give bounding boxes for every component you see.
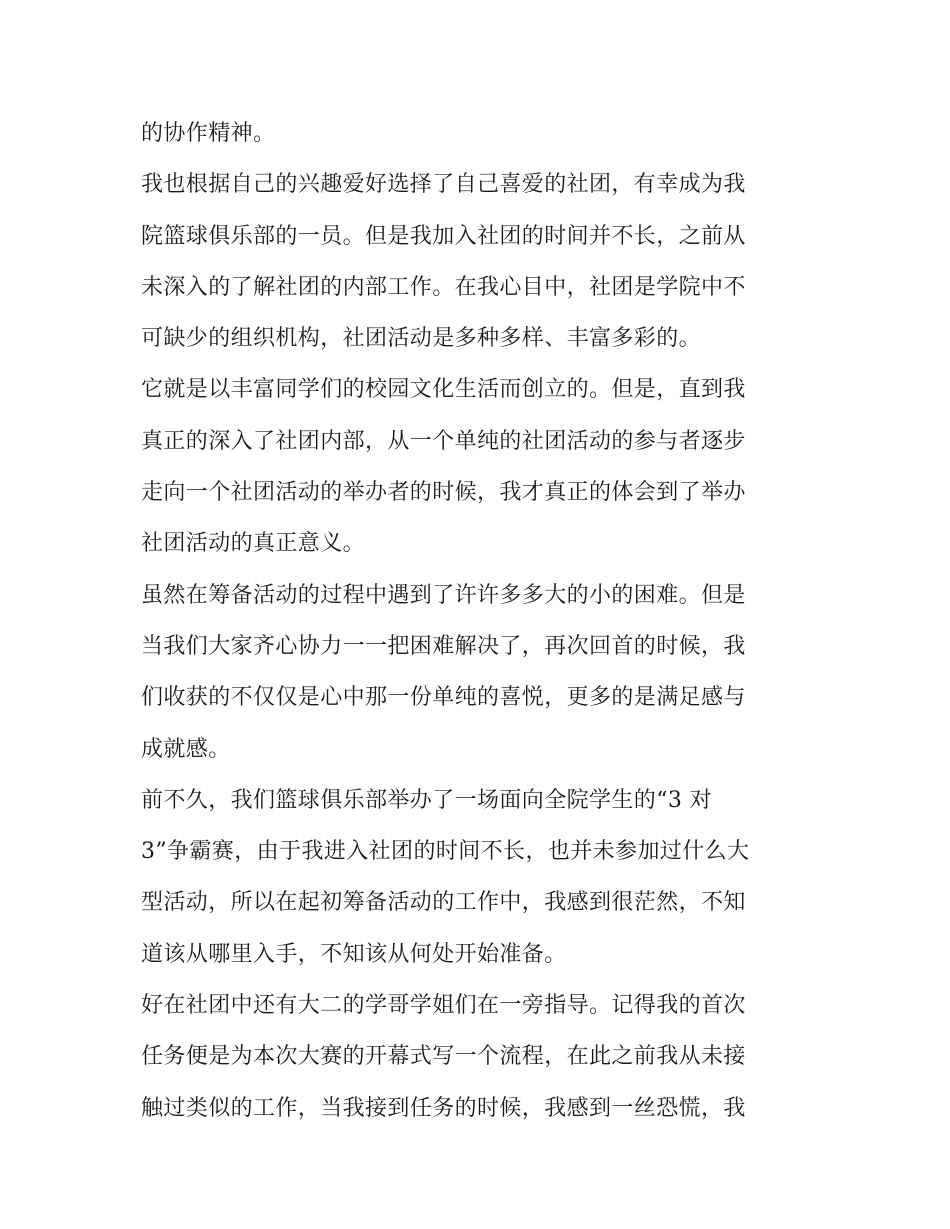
text-line: 走向一个社团活动的举办者的时候，我才真正的体会到了举办: [141, 480, 746, 506]
text-line: 真正的深入了社团内部，从一个单纯的社团活动的参与者逐步: [141, 428, 746, 454]
text-line: 触过类似的工作，当我接到任务的时候，我感到一丝恐慌，我: [141, 1095, 746, 1121]
text-line: 的协作精神。: [141, 121, 276, 146]
text-line: 可缺少的组织机构，社团活动是多种多样、丰富多彩的。: [141, 326, 702, 352]
document-body: [141, 108, 813, 1134]
text-line: 任务便是为本次大赛的开幕式写一个流程，在此之前我从未接: [141, 1044, 746, 1070]
text-line: 院篮球俱乐部的一员。但是我加入社团的时间并不长，之前从: [141, 223, 746, 249]
text-line: 道该从哪里入手，不知该从何处开始准备。: [141, 941, 567, 967]
text-line: 前不久，我们篮球俱乐部举办了一场面向全院学生的“3 对: [141, 787, 713, 813]
text-line: 虽然在筹备活动的过程中遇到了许许多多大的小的困难。但是: [141, 582, 746, 608]
text-line: 未深入的了解社团的内部工作。在我心目中，社团是学院中不: [141, 274, 746, 300]
text-line: 3”争霸赛，由于我进入社团的时间不长，也并未参加过什么大: [141, 839, 750, 865]
text-line: 们收获的不仅仅是心中那一份单纯的喜悦，更多的是满足感与: [141, 685, 746, 711]
text-line: 我也根据自己的兴趣爱好选择了自己喜爱的社团，有幸成为我: [141, 172, 746, 198]
text-line: 当我们大家齐心协力一一把困难解决了，再次回首的时候，我: [141, 633, 746, 659]
text-line: 社团活动的真正意义。: [141, 531, 366, 557]
text-line: 型活动，所以在起初筹备活动的工作中，我感到很茫然，不知: [141, 890, 746, 916]
text-line: 好在社团中还有大二的学哥学姐们在一旁指导。记得我的首次: [141, 993, 746, 1019]
text-line: 成就感。: [141, 736, 231, 762]
text-line: 它就是以丰富同学们的校园文化生活而创立的。但是，直到我: [141, 377, 746, 403]
